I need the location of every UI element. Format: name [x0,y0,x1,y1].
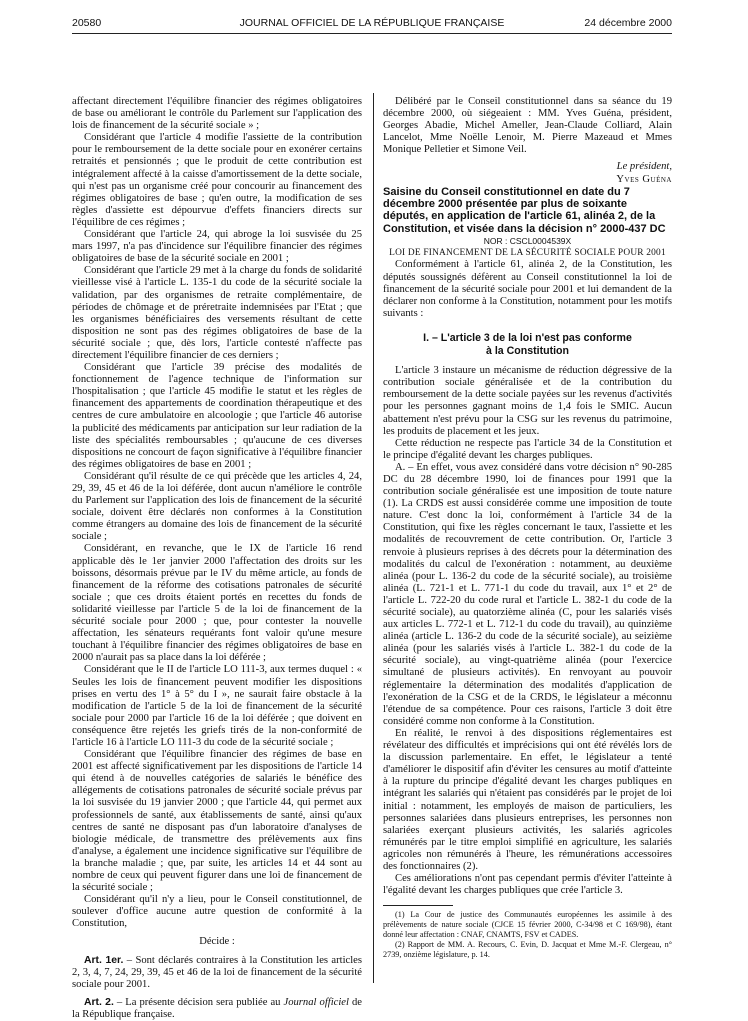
paragraph: Considérant qu'il n'y a lieu, pour le Conseil constitutionnel, de soulever d'office aucune autre question de conformité à la Constitution, [72,894,362,930]
page-number: 20580 [72,17,102,29]
law-title: LOI DE FINANCEMENT DE LA SÉCURITÉ SOCIALE POUR 2001 [389,248,666,259]
paragraph: Considérant qu'il résulte de ce qui précède que les articles 4, 24, 29, 39, 45 et 46 de la loi déférée, dont aucun n'améliore le contrôle du Parlement sur l'application des lois de financement de la sécurité sociale, doivent être déclarés non conformes à la Constitution comme étrangers au domaine des lois de financement de la sécurité sociale ; [72,470,362,543]
journal-title: JOURNAL OFFICIEL DE LA RÉPUBLIQUE FRANÇAISE [239,17,505,29]
signature-title-text: Le président, [616,161,672,173]
footnote-2: (2) Rapport de MM. A. Recours, C. Evin, D. Jacquat et Mme M.-F. Clergeau, n° 2739, onzième législature, p. 14. [383,940,672,960]
paragraph: Considérant, en revanche, que le IX de l'article 16 rend applicable dès le 1er janvier 2000 l'affectation des droits sur les boissons, désormais prévue par le IV du même article, au fonds de financement de la réforme des cotisations patronales de sécurité sociale ; que ces droits étaient portés en recettes du fonds de solidarité vieillesse par l'article 5 de la loi de financement de la sécurité sociale pour 2000 ; que, pour contester la nouvelle affectation, les sénateurs requérants font valoir qu'une mesure touchant à l'équilibre financier des régimes obligatoires de base en 2000 n'aurait pas sa place dans la loi déférée ; [72,543,362,664]
intro-paragraph: Conformément à l'article 61, alinéa 2, de la Constitution, les députés soussignés défèrent au Conseil constitutionnel la loi de financement de la sécurité sociale pour 2001 et lui demandent de la déclarer non conforme à la Constitution, notamment pour les motifs suivants : [383,259,672,319]
signature-title [383,161,672,173]
journal-officiel-italic: Journal officiel [283,996,349,1008]
footnote-1: (1) La Cour de justice des Communautés européennes les assimile à des prélèvements de nature sociale (CJCE 15 février 2000, C-34/98 et C 169/98), étant donné leur affectation : CNAF, CNAMTS, FSV et CADES. [383,910,672,940]
paragraph: Considérant que le II de l'article LO 111-3, aux termes duquel : « Seules les lois de financement peuvent modifier les dispositions prises en vertu des 1° à 5° du I », ne saurait faire obstacle à la modification de l'article 5 de la loi de financement de la sécurité sociale pour 2000 par l'article 16 de la loi déférée ; que doivent en conséquence être rejetés les griefs tirés de la non-conformité de l'article 16 à l'article LO 111-3 du code de la sécurité sociale ; [72,664,362,748]
paragraph: A. – En effet, vous avez considéré dans votre décision n° 90-285 DC du 28 décembre 1990, loi de finances pour 1991 que la contribution sociale généralisée est une imposition de toute nature (1). La CRDS est aussi considérée comme une imposition de toute nature. C'est donc la loi, conformément à l'article 34 de la Constitution, qui fixe les règles concernant le taux, l'assiette et les modalités de recouvrement de cette contribution. Or, l'article 3 renvoie à plusieurs reprises à des décrets pour la détermination des modalités du calcul de l'exonération : notamment, au deuxième alinéa (pour L. 136-2 du code de la sécurité sociale), au troisième alinéa (L. 721-1 et L. 771-1 du code du travail, aux 1° et 2° de l'article L. 722-20 du code rural et l'article L. 382-1 du code de la sécurité sociale), au quatorzième alinéa (C, pour les salariés visés aux articles L. 772-1 et L. 712-1 du code du travail), au quinzième alinéa (article L. 136-2 du code de la sécurité sociale), au seizième alinéa (pour les salariés visés à l'article L. 382-1 du code de la sécurité sociale), au vingt-quatrième alinéa (pour l'exercice simultané de plusieurs activités). En renvoyant au pouvoir réglementaire la détermination des modalités d'application de l'exonération de la CSG et de la CRDS, le législateur a méconnu l'étendue de sa compétence. Pour ces raisons, l'article 3 doit être considéré comme non conforme à la Constitution. [383,461,672,727]
section-title [383,332,672,357]
signature-name: Yves Guéna [616,173,672,185]
footnote-rule [383,905,453,906]
article-2-label: Art. 2. [84,996,114,1008]
article-2-text-a: – La présente décision sera publiée au [113,996,284,1008]
nor-reference: NOR : CSCL0004539X [483,236,572,247]
section-title-line-2: à la Constitution [486,344,569,357]
header-rule [72,33,672,34]
paragraph: En réalité, le renvoi à des dispositions réglementaires est révélateur des difficultés et imprécisions qui ont été révélés lors de la discussion parlementaire. En effet, le législateur a tenté d'améliorer le dispositif afin d'éviter les censures au motif d'atteinte à la rupture du principe d'égalité devant les charges publiques en intégrant les salariés qui n'étaient pas considérés par le projet de loi initial : notamment, les employés de maison de particuliers, les personnes salariées dans plusieurs entreprises, les personnes non salariées exerçant plusieurs activités, les salariés agricoles rémunérés par le titre emploi simplifié en agriculture, les salariés agricoles non rémunérés à l'heure, les rémunérations accessoires des fonctionnaires (2). [383,727,672,872]
article-1-text: – Sont déclarés contraires à la Constitution les articles 2, 3, 4, 7, 24, 29, 39, 45 et 46 de la loi de financement de la sécurité sociale pour 2001. [72,954,362,990]
paragraph: Considérant que l'équilibre financier des régimes de base en 2001 est affecté significativement par les dispositions de l'article 14 qui étend à de nouvelles catégories de salariés le bénéfice des allégements de cotisations patronales de sécurité sociale prévus par la loi susvisée du 19 janvier 2000 ; que l'article 44, qui permet aux professionnels de santé, aux établissements de santé, ainsi qu'aux centres de santé ne disposant pas d'un laboratoire d'analyses de biologie médicale, de transmettre des prélèvements aux fins d'analyse, a également une incidence significative sur l'équilibre de la branche maladie ; que, par suite, les articles 14 et 44 sont au nombre de ceux qui peuvent figurer dans une loi de financement de la sécurité sociale ; [72,749,362,894]
paragraph: Considérant que l'article 24, qui abroge la loi susvisée du 25 mars 1997, n'a pas d'incidence sur l'équilibre financier des régimes obligatoires de base de la sécurité sociale en 2001 ; [72,229,362,265]
paragraph: Considérant que l'article 29 met à la charge du fonds de solidarité vieillesse visé à l'article L. 135-1 du code de la sécurité sociale la validation, par des organismes de retraite complémentaire, de périodes de chômage et de préretraite indemnisées par l'Etat ; que les organismes bénéficiaires des versements résultant de cette disposition ne sont pas des régimes obligatoires de base de la sécurité sociale ; que, dès lors, l'article contesté n'affecte pas directement l'équilibre financier de ces derniers ; [72,265,362,361]
left-column [72,96,362,1021]
paragraph: Considérant que l'article 4 modifie l'assiette de la contribution pour le remboursement de la dette sociale pour en exonérer certains retraités et pensionnés ; que le produit de cette contribution est intégralement affecté à la caisse d'amortissement de la dette sociale, qui n'est pas un organisme créé pour concourir au financement des régimes obligatoires de base ; qu'en outre, la modification de ses règles d'assiette est dépourvue d'effets financiers directs sur l'équilibre de ces régimes ; [72,132,362,228]
right-column [383,96,672,960]
article-2 [72,997,362,1021]
section-title-line-1: I. – L'article 3 de la loi n'est pas conforme [423,331,632,344]
paragraph: Cette réduction ne respecte pas l'article 34 de la Constitution et le principe d'égalité devant les charges publiques. [383,437,672,461]
article-2-text-b: de la République française. [72,996,362,1020]
deliberation-paragraph: Délibéré par le Conseil constitutionnel dans sa séance du 19 décembre 2000, où siégeaient : MM. Yves Guéna, président, Georges Abadie, Michel Ameller, Jean-Claude Colliard, Alain Lancelot, Mme Noëlle Lenoir, M. Pierre Mazeaud et Mmes Monique Pelletier et Simone Veil. [383,96,672,156]
paragraph: L'article 3 instaure un mécanisme de réduction dégressive de la contribution sociale généralisée et de la contribution du remboursement de la dette sociale payées sur les revenus d'activités pour les personnes gagnant moins de 1,4 fois le SMIC. Aucun abattement n'est prévu pour la CSG sur les revenus du patrimoine, les produits de placement et les jeux. [383,365,672,437]
decision-heading: Décide : [199,936,235,948]
paragraph: Considérant que l'article 39 précise des modalités de fonctionnement de l'agence technique de l'information sur l'hospitalisation ; que l'article 45 modifie le statut et les règles de financement des appartements de coordination thérapeutique et des centres de cure ambulatoire en alcoologie ; que l'article 46 autorise la publicité des médicaments par anticipation sur leur radiation de la liste des spécialités remboursables ; qu'aucune de ces diverses dispositions ne concourt de façon significative à l'équilibre financier des régimes obligatoires de base en 2001 ; [72,362,362,470]
publication-date: 24 décembre 2000 [584,17,672,29]
paragraph: Ces améliorations n'ont pas cependant permis d'éviter l'atteinte à l'égalité devant les charges publiques que crée l'article 3. [383,873,672,897]
saisine-heading: Saisine du Conseil constitutionnel en date du 7 décembre 2000 présentée par plus de soixante députés, en application de l'article 61, alinéa 2, de la Constitution, et visée dans la décision n° 2000-437 DC [383,185,666,235]
page-header [72,17,672,33]
column-divider [373,93,374,983]
article-1 [72,955,362,991]
article-1-label: Art. 1er. [84,954,124,966]
paragraph: affectant directement l'équilibre financier des régimes obligatoires de base ou améliorant le contrôle du Parlement sur l'application des lois de financement de la sécurité sociale » ; [72,96,362,132]
